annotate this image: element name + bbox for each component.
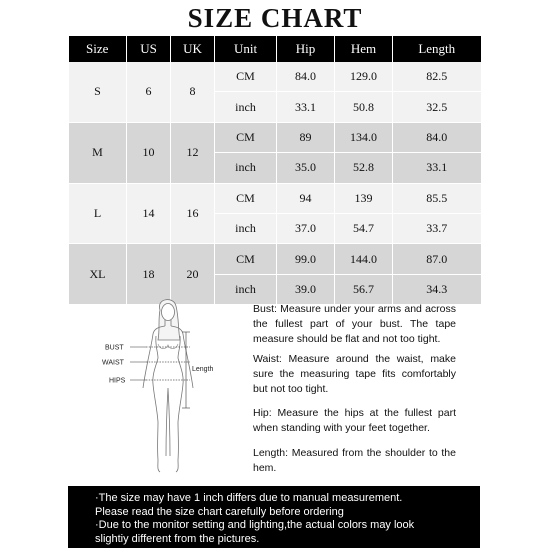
size-cell: XL (69, 244, 127, 305)
note-line: slightiy different from the pictures. (95, 532, 260, 545)
hip-cell: 33.1 (277, 92, 335, 122)
hip-description: Hip: Measure the hips at the fullest part when standing with your feet together. (253, 407, 456, 434)
length-cell: 33.1 (393, 153, 481, 183)
hem-cell: 144.0 (335, 244, 393, 274)
unit-cell: CM (215, 244, 277, 274)
uk-cell: 20 (171, 244, 215, 305)
unit-cell: CM (215, 122, 277, 152)
hip-cell: 84.0 (277, 62, 335, 92)
table-row (69, 62, 481, 92)
unit-cell: inch (215, 153, 277, 183)
length-cell: 82.5 (393, 62, 481, 92)
hips-label: HIPS (109, 377, 126, 385)
table-header-row (69, 36, 481, 62)
note-line: Please read the size chart carefully before ordering (95, 505, 344, 518)
us-cell: 14 (127, 183, 171, 244)
hip-cell: 39.0 (277, 274, 335, 304)
header-hem: Hem (335, 36, 393, 62)
uk-cell: 16 (171, 183, 215, 244)
length-cell: 32.5 (393, 92, 481, 122)
length-cell: 87.0 (393, 244, 481, 274)
uk-cell: 8 (171, 62, 215, 122)
table-row (69, 244, 481, 274)
length-cell: 34.3 (393, 274, 481, 304)
us-cell: 18 (127, 244, 171, 305)
waist-description: Waist: Measure around the waist, make sure the measuring tape fits comfortably but not too tight. (253, 353, 456, 395)
hem-cell: 139 (335, 183, 393, 213)
hem-cell: 134.0 (335, 122, 393, 152)
header-size: Size (69, 36, 127, 62)
hem-cell: 56.7 (335, 274, 393, 304)
size-cell: M (69, 122, 127, 183)
bust-label: BUST (105, 344, 124, 352)
header-hip: Hip (277, 36, 335, 62)
page-title: SIZE CHART (187, 3, 363, 33)
us-cell: 6 (127, 62, 171, 122)
us-cell: 10 (127, 122, 171, 183)
hem-cell: 50.8 (335, 92, 393, 122)
header-length: Length (393, 36, 481, 62)
unit-cell: inch (215, 213, 277, 243)
length-label: Length (192, 366, 214, 373)
table-row (69, 183, 481, 213)
length-cell: 33.7 (393, 213, 481, 243)
hip-cell: 99.0 (277, 244, 335, 274)
waist-label: WAIST (102, 359, 124, 367)
hip-cell: 94 (277, 183, 335, 213)
note-line: ·The size may have 1 inch differs due to manual measurement. (95, 492, 403, 504)
hip-cell: 89 (277, 122, 335, 152)
hem-cell: 54.7 (335, 213, 393, 243)
hem-cell: 52.8 (335, 153, 393, 183)
size-table (68, 36, 481, 305)
unit-cell: inch (215, 92, 277, 122)
header-us: US (127, 36, 171, 62)
hem-cell: 129.0 (335, 62, 393, 92)
unit-cell: CM (215, 183, 277, 213)
length-description: Length: Measured from the shoulder to the hem. (253, 447, 456, 474)
note-line: ·Due to the monitor setting and lighting,the actual colors may look (95, 519, 415, 531)
body-silhouette-illustration (100, 296, 240, 482)
hip-cell: 35.0 (277, 153, 335, 183)
table-row (69, 122, 481, 152)
uk-cell: 12 (171, 122, 215, 183)
unit-cell: inch (215, 274, 277, 304)
header-unit: Unit (215, 36, 277, 62)
bust-description: Bust: Measure under your arms and across the fullest part of your bust. The tape measure should be flat and not too tight. (253, 303, 456, 345)
size-cell: S (69, 62, 127, 122)
body-measurement-figure (100, 296, 240, 482)
length-cell: 84.0 (393, 122, 481, 152)
size-cell: L (69, 183, 127, 244)
length-cell: 85.5 (393, 183, 481, 213)
header-uk: UK (171, 36, 215, 62)
hip-cell: 37.0 (277, 213, 335, 243)
unit-cell: CM (215, 62, 277, 92)
notes-box (68, 486, 480, 548)
